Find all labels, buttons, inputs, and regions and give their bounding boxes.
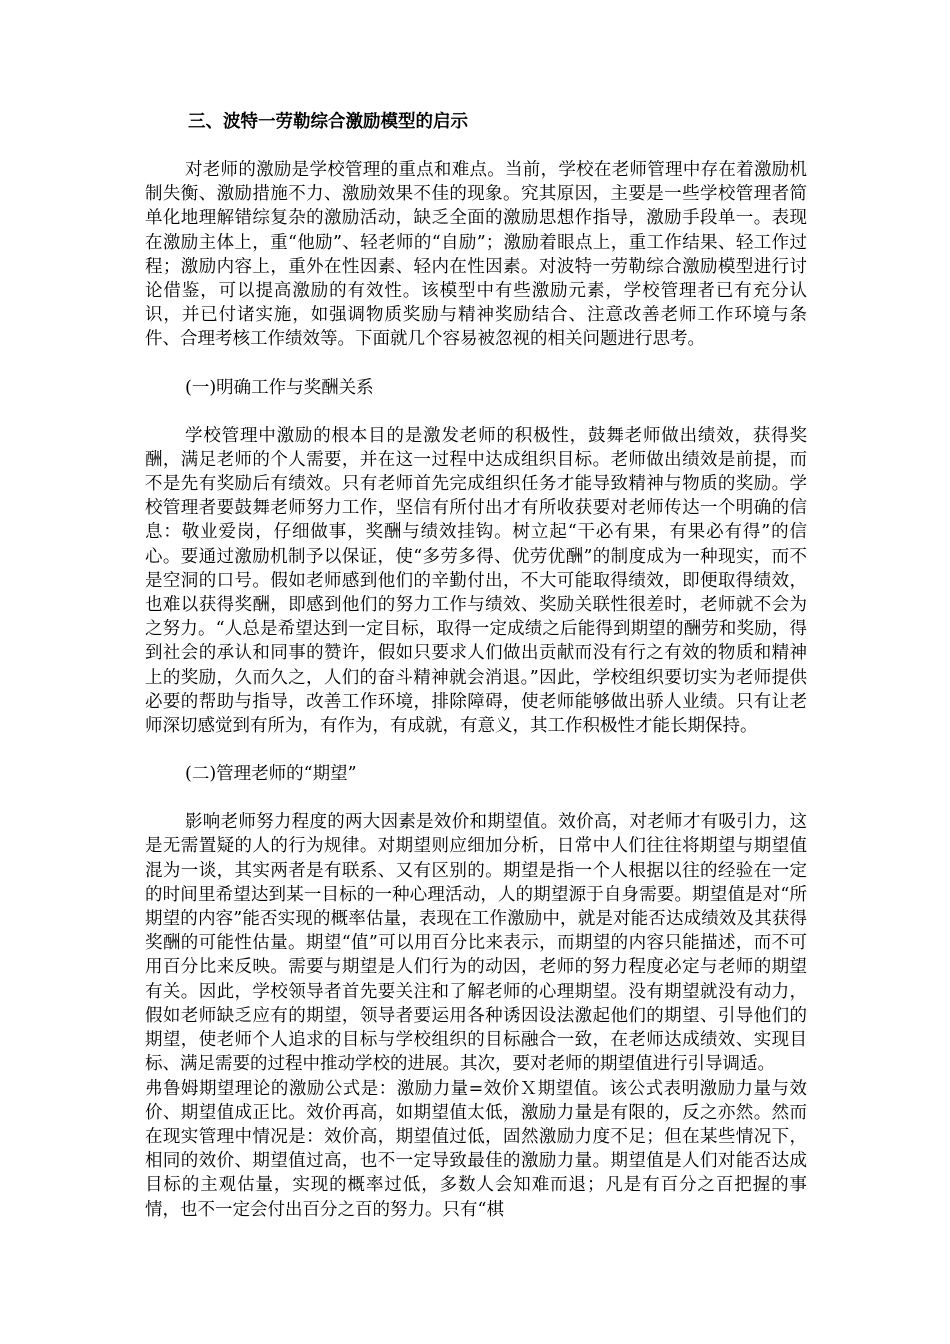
- intro-paragraph: 对老师的激励是学校管理的重点和难点。当前，学校在老师管理中存在着激励机制失衡、激励措施不力、激励效果不佳的现象。究其原因，主要是一些学校管理者简单化地理解错综复杂的激励活动，缺乏全面的激励思想作指导，激励手段单一。表现在激励主体上，重“他励”、轻老师的“自励”；激励着眼点上，重工作结果、轻工作过程；激励内容上，重外在性因素、轻内在性因素。对波特一劳勒综合激励模型进行讨论借鉴，可以提高激励的有效性。该模型中有些激励元素，学校管理者已有充分认识，并已付诸实施，如强调物质奖励与精神奖励结合、注意改善老师工作环境与条件、合理考核工作绩效等。下面就几个容易被忽视的相关问题进行思考。: [145, 160, 807, 350]
- subsection-1-paragraph: 学校管理中激励的根本目的是激发老师的积极性，鼓舞老师做出绩效，获得奖酬，满足老师的个人需要，并在这一过程中达成组织目标。老师做出绩效是前提，而不是先有奖励后有绩效。只有老师首先完成组织任务才能导致精神与物质的奖励。学校管理者要鼓舞老师努力工作，坚信有所付出才有所收获要对老师传达一个明确的信息：敬业爱岗，仔细做事，奖酬与绩效挂钩。树立起“干必有果，有果必有得”的信心。要通过激励机制予以保证，使“多劳多得、优劳优酬”的制度成为一种现实，而不是空洞的口号。假如老师感到他们的辛勤付出，不大可能取得绩效，即便取得绩效，也难以获得奖酬，即感到他们的努力工作与绩效、奖励关联性很差时，老师就不会为之努力。“人总是希望达到一定目标，取得一定成绩之后能得到期望的酬劳和奖励，得到社会的承认和同事的赞许，假如只要求人们做出贡献而没有行之有效的物质和精神上的奖励，久而久之，人们的奋斗精神就会消退。”因此，学校组织要切实为老师提供必要的帮助与指导，改善工作环境，排除障碍，使老师能够做出骄人业绩。只有让老师深切感觉到有所为，有作为，有成就，有意义，其工作积极性才能长期保持。: [145, 425, 807, 737]
- section-title: 三、波特一劳勒综合激励模型的启示: [188, 112, 468, 132]
- subsection-2-title: (二)管理老师的“期望”: [185, 764, 357, 785]
- document-page: [145, 110, 807, 1222]
- subsection-2-paragraph-continued: 弗鲁姆期望理论的激励公式是：激励力量=效价Ｘ期望值。该公式表明激励力量与效价、期望值成正比。效价再高，如期望值太低，激励力量是有限的，反之亦然。然而在现实管理中情况是：效价高，期望值过低，固然激励力度不足；但在某些情况下，相同的效价、期望值过高，也不一定导致最佳的激励力量。期望值是人们对能否达成目标的主观估量，实现的概率过低，多数人会知难而退；凡是有百分之百把握的事情，也不一定会付出百分之百的努力。只有“棋: [145, 1078, 807, 1220]
- subsection-2-paragraph: 影响老师努力程度的两大因素是效价和期望值。效价高，对老师才有吸引力，这是无需置疑的人的行为规律。对期望则应细加分析，日常中人们往往将期望与期望值混为一谈，其实两者是有联系、又有区别的。期望是指一个人根据以往的经验在一定的时间里希望达到某一目标的一种心理活动，人的期望源于自身需要。期望值是对“所期望的内容”能否实现的概率估量，表现在工作激励中，就是对能否达成绩效及其获得奖酬的可能性估量。期望“值”可以用百分比来表示，而期望的内容只能描述，而不可用百分比来反映。需要与期望是人们行为的动因，老师的努力程度必定与老师的期望有关。因此，学校领导者首先要关注和了解老师的心理期望。没有期望就没有动力，假如老师缺乏应有的期望，领导者要运用各种诱因设法激起他们的期望、引导他们的期望，使老师个人追求的目标与学校组织的目标融合一致，在老师达成绩效、实现目标、满足需要的过程中推动学校的进展。其次，要对老师的期望值进行引导调适。: [145, 812, 807, 1075]
- subsection-1-title: (一)明确工作与奖酬关系: [185, 377, 374, 398]
